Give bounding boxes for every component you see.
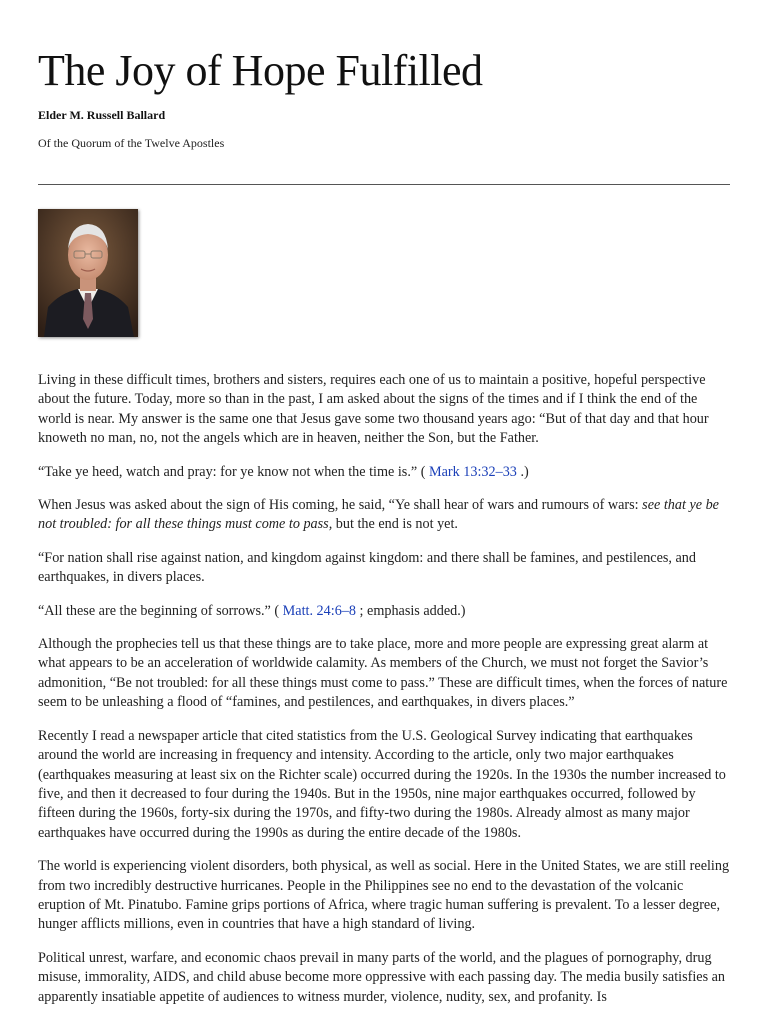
paragraph-text: When Jesus was asked about the sign of His coming, he said, “Ye shall hear of wars and rumours of wars:	[38, 497, 643, 514]
paragraph: Living in these difficult times, brothers and sisters, requires each one of us to maintain a positive, hopeful perspective about the future. Today, more so than in the past, I am asked about the signs of the times and if I think the end of the world is near. My answer is the same one that Jesus gave some two thousand years ago: “But of that day and that hour knoweth no man, no, not the angels which are in heaven, neither the Son, but the Father.	[38, 372, 709, 447]
paragraph-text: ; emphasis added.)	[359, 602, 466, 619]
paragraph: “For nation shall rise against nation, and kingdom against kingdom: and there shall be famines, and pestilences, and earthquakes, in divers places.	[38, 549, 696, 586]
portrait-image	[38, 209, 138, 337]
paragraph-text: “All these are the beginning of sorrows.” (	[38, 602, 280, 619]
paragraph: The world is experiencing violent disorders, both physical, as well as social. Here in the United States, we are still reeling from two incredibly destructive hurricanes. People in the Philippines see no end to the devastation of the volcanic eruption of Mt. Pinatubo. Famine grips portions of Africa, where tragic human suffering is prevalent. To a lesser degree, hunger afflicts millions, even in countries that have a high standard of living.	[38, 858, 730, 933]
paragraph-text: but the end is not yet.	[332, 516, 458, 533]
author-portrait	[38, 209, 138, 337]
paragraph: Although the prophecies tell us that these things are to take place, more and more people are expressing great alarm at what appears to be an acceleration of worldwide calamity. As members of the Church, we must not forget the Savior’s admonition, “Be not troubled: for all these things must come to pass.” These are difficult times, when the forces of nature seem to be unleashing a flood of “famines, and pestilences, and earthquakes, in divers places.”	[38, 636, 728, 711]
paragraph	[38, 496, 730, 535]
article-page	[38, 0, 730, 1021]
paragraph: Recently I read a newspaper article that cited statistics from the U.S. Geological Survey indicating that earthquakes around the world are increasing in frequency and intensity. According to the article, only two major earthquakes (earthquakes measuring at least six on the Richter scale) occurred during the 1920s. In the 1930s the number increased to five, and then it decreased to four during the 1940s. But in the 1950s, nine major earthquakes occurred, followed by fifteen during the 1960s, forty-six during the 1970s, and fifty-two during the 1980s. Already almost as many major earthquakes have occurred during the 1990s as during the entire decade of the 1980s.	[38, 727, 726, 841]
paragraph: Political unrest, warfare, and economic chaos prevail in many parts of the world, and the plagues of pornography, drug misuse, immorality, AIDS, and child abuse become more oppressive with each passing day. The media busily satisfies an apparently insatiable appetite of audiences to witness murder, violence, nudity, sex, and profanity. Is	[38, 949, 726, 1005]
article-author: Elder M. Russell Ballard	[38, 108, 166, 122]
scripture-link-matt[interactable]: Matt. 24:6–8	[279, 602, 360, 619]
paragraph-text: .)	[520, 463, 529, 480]
paragraph	[38, 602, 730, 621]
emphasis-text: see that ye be not troubled: for all these things must come to pass,	[38, 497, 719, 533]
article-title: The Joy of Hope Fulfilled	[38, 46, 483, 95]
header-divider	[38, 184, 730, 185]
author-calling: Of the Quorum of the Twelve Apostles	[38, 136, 225, 150]
scripture-link-mark[interactable]: Mark 13:32–33	[425, 463, 521, 480]
article-body	[38, 371, 730, 1007]
paragraph-text: “Take ye heed, watch and pray: for ye know not when the time is.” (	[38, 463, 426, 480]
paragraph	[38, 463, 730, 482]
